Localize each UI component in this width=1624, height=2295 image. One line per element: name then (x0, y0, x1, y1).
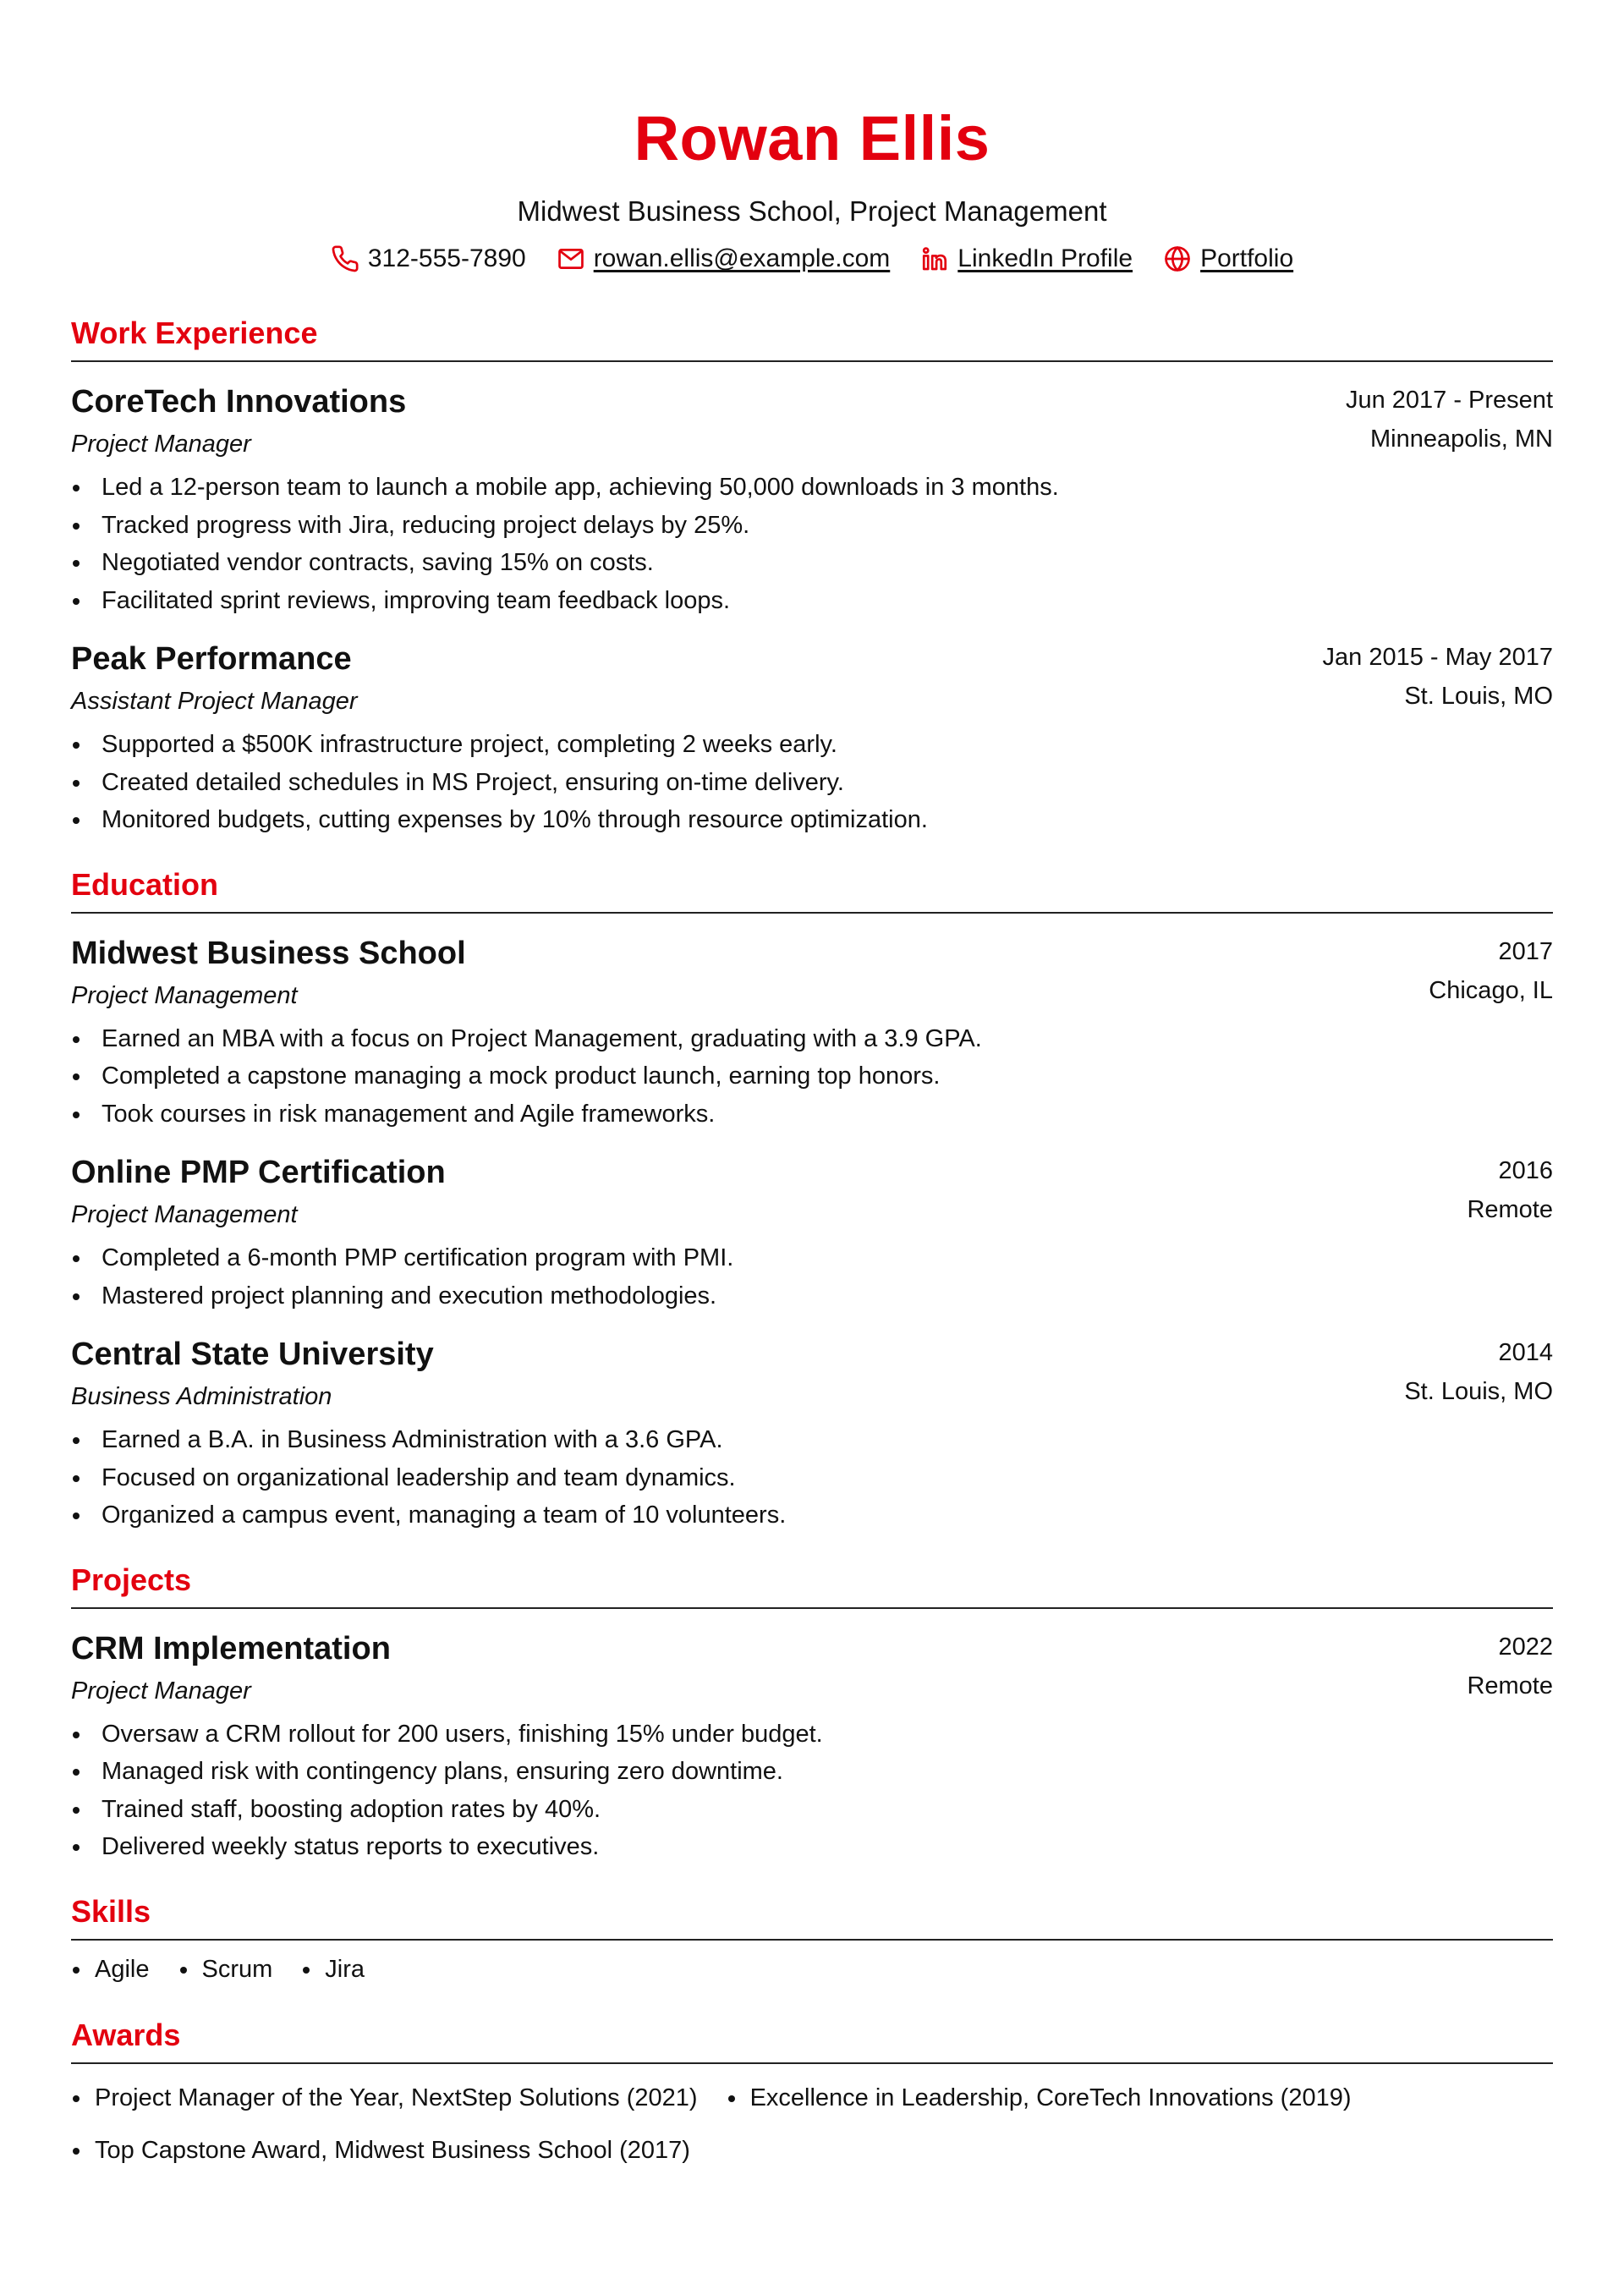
education-section (71, 865, 1553, 1535)
projects-section (71, 1560, 1553, 1866)
bullet-item: Oversaw a CRM rollout for 200 users, finishing 15% under budget. (71, 1716, 1553, 1754)
entry-dates: 2014 (1498, 1339, 1553, 1366)
linkedin-icon (920, 244, 949, 273)
education-entry (71, 1333, 1553, 1535)
bullet-item: Facilitated sprint reviews, improving team feedback loops. (71, 582, 1553, 620)
entry-field: Project Management (71, 1201, 298, 1228)
entry-field: Project Management (71, 981, 298, 1009)
bullet-item: Led a 12-person team to launch a mobile app, achieving 50,000 downloads in 3 months. (71, 469, 1553, 507)
bullet-list (71, 1421, 1553, 1535)
award-item: Excellence in Leadership, CoreTech Innovations (2019) (727, 2078, 1352, 2118)
phone-text: 312-555-7890 (367, 244, 526, 272)
bullet-list (71, 726, 1553, 839)
bullet-item: Created detailed schedules in MS Project, ensuring on-time delivery. (71, 764, 1553, 802)
entry-role: Project Manager (71, 1677, 251, 1705)
section-title: Work Experience (71, 313, 1553, 362)
bullet-item: Earned a B.A. in Business Administration with a 3.6 GPA. (71, 1421, 1553, 1459)
work-entry (71, 381, 1553, 619)
bullet-item: Supported a $500K infrastructure project, completing 2 weeks early. (71, 726, 1553, 764)
contact-portfolio[interactable] (1163, 240, 1293, 277)
awards-list (71, 2078, 1509, 2171)
entry-location: St. Louis, MO (1404, 683, 1553, 710)
bullet-item: Trained staff, boosting adoption rates by 40%. (71, 1791, 1553, 1829)
project-entry (71, 1628, 1553, 1866)
entry-dates: 2017 (1498, 937, 1553, 965)
work-experience-section (71, 313, 1553, 839)
bullet-list (71, 1716, 1553, 1866)
bullet-item: Completed a capstone managing a mock product launch, earning top honors. (71, 1057, 1553, 1095)
section-title: Skills (71, 1891, 1553, 1941)
awards-section (71, 2015, 1553, 2171)
entry-dates: Jun 2017 - Present (1345, 387, 1553, 414)
email-link[interactable]: rowan.ellis@example.com (593, 244, 891, 272)
candidate-subtitle: Midwest Business School, Project Management (517, 195, 1107, 227)
contact-bar (71, 240, 1553, 277)
skill-item: Agile (71, 1949, 150, 1990)
entry-organization: Peak Performance (71, 641, 352, 677)
entry-organization: Central State University (71, 1337, 434, 1372)
bullet-item: Mastered project planning and execution methodologies. (71, 1277, 1553, 1315)
skills-list (71, 1949, 1553, 1990)
entry-organization: Midwest Business School (71, 935, 466, 971)
entry-organization: CoreTech Innovations (71, 384, 407, 420)
phone-icon (331, 244, 359, 273)
contact-linkedin[interactable] (920, 240, 1133, 277)
bullet-list (71, 1239, 1553, 1315)
bullet-item: Negotiated vendor contracts, saving 15% on costs. (71, 544, 1553, 582)
entry-role: Project Manager (71, 431, 251, 458)
linkedin-link[interactable]: LinkedIn Profile (957, 244, 1133, 272)
contact-email[interactable] (557, 240, 891, 277)
bullet-item: Earned an MBA with a focus on Project Management, graduating with a 3.9 GPA. (71, 1020, 1553, 1058)
entry-location: St. Louis, MO (1404, 1378, 1553, 1405)
education-entry (71, 1151, 1553, 1315)
portfolio-link[interactable]: Portfolio (1200, 244, 1294, 272)
entry-location: Minneapolis, MN (1370, 426, 1553, 453)
bullet-item: Managed risk with contingency plans, ensuring zero downtime. (71, 1753, 1553, 1791)
award-item: Top Capstone Award, Midwest Business School (2017) (71, 2130, 690, 2171)
entry-dates: Jan 2015 - May 2017 (1322, 644, 1553, 671)
candidate-name: Rowan Ellis (634, 103, 990, 173)
section-title: Education (71, 865, 1553, 914)
bullet-item: Focused on organizational leadership and team dynamics. (71, 1459, 1553, 1497)
section-title: Awards (71, 2015, 1553, 2064)
bullet-item: Took courses in risk management and Agile frameworks. (71, 1095, 1553, 1134)
entry-organization: Online PMP Certification (71, 1155, 446, 1190)
bullet-list (71, 1020, 1553, 1134)
award-item: Project Manager of the Year, NextStep Solutions (2021) (71, 2078, 698, 2118)
skills-section (71, 1891, 1553, 1990)
bullet-item: Tracked progress with Jira, reducing project delays by 25%. (71, 507, 1553, 545)
mail-icon (557, 244, 585, 273)
entry-location: Remote (1467, 1196, 1553, 1223)
resume-header (71, 100, 1553, 277)
entry-location: Remote (1467, 1672, 1553, 1699)
entry-project-name: CRM Implementation (71, 1630, 391, 1666)
entry-location: Chicago, IL (1429, 976, 1553, 1004)
entry-role: Assistant Project Manager (71, 688, 358, 715)
entry-field: Business Administration (71, 1383, 332, 1410)
work-entry (71, 638, 1553, 839)
education-entry (71, 932, 1553, 1134)
section-title: Projects (71, 1560, 1553, 1609)
bullet-item: Completed a 6-month PMP certification program with PMI. (71, 1239, 1553, 1277)
bullet-item: Delivered weekly status reports to executives. (71, 1828, 1553, 1866)
skill-item: Jira (301, 1949, 365, 1990)
skill-item: Scrum (178, 1949, 273, 1990)
entry-dates: 2022 (1498, 1633, 1553, 1661)
entry-dates: 2016 (1498, 1157, 1553, 1184)
bullet-item: Organized a campus event, managing a team of 10 volunteers. (71, 1496, 1553, 1535)
globe-icon (1163, 244, 1192, 273)
contact-phone (331, 240, 526, 277)
bullet-item: Monitored budgets, cutting expenses by 10% through resource optimization. (71, 801, 1553, 839)
bullet-list (71, 469, 1553, 619)
